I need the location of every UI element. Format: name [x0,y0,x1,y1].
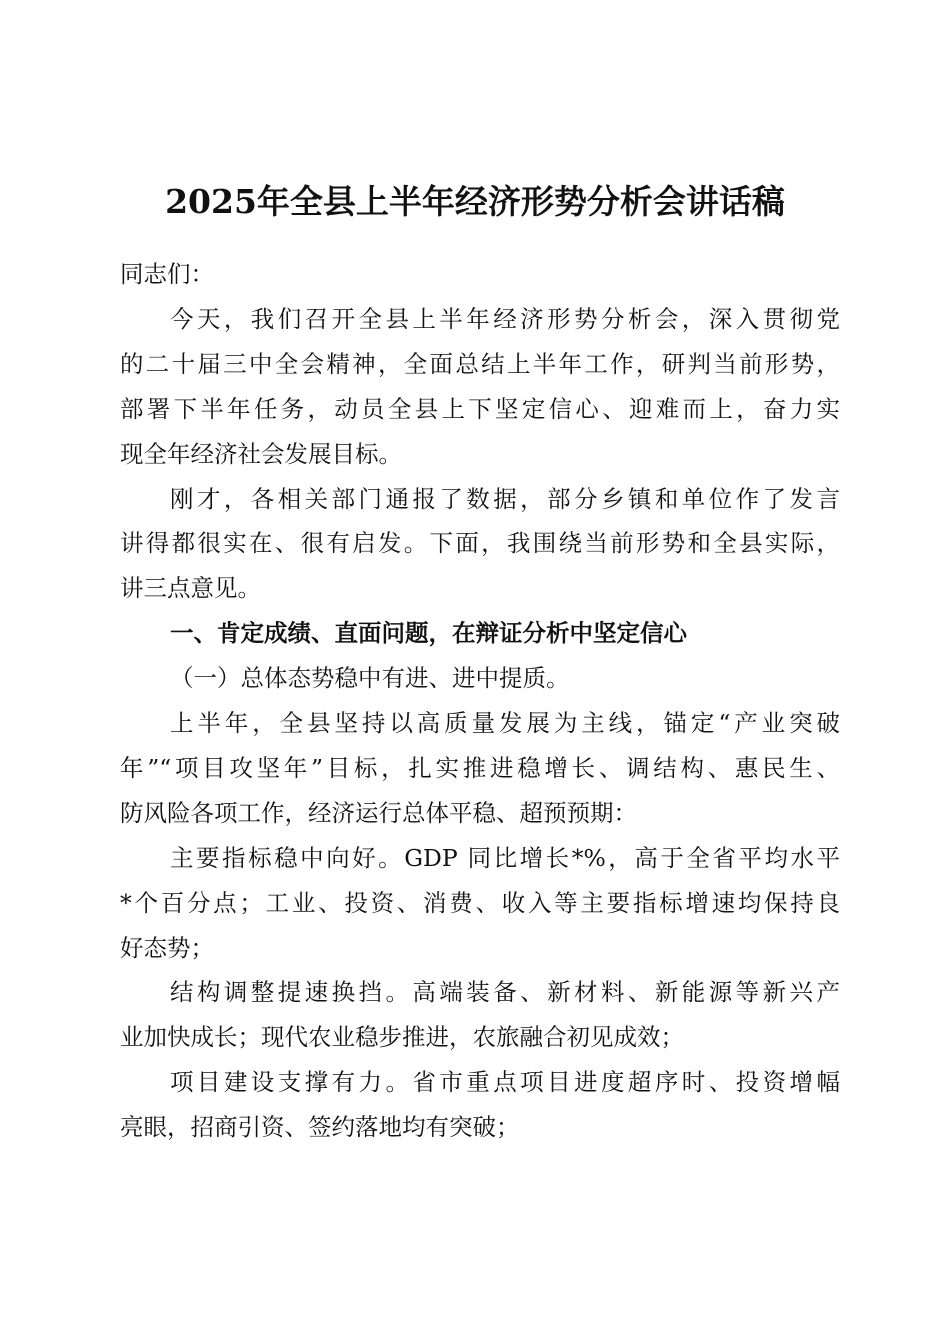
paragraph-line: 亮眼，招商引资、签约落地均有突破； [120,1113,520,1142]
paragraph-line: *个百分点；工业、投资、消费、收入等主要指标增速均保持良 [120,888,840,917]
paragraph-line: 结构调整提速换挡。高端装备、新材料、新能源等新兴产 [170,978,840,1007]
paragraph-line: 刚才，各相关部门通报了数据，部分乡镇和单位作了发言 [170,484,840,513]
paragraph-line: 讲得都很实在、很有启发。下面，我围绕当前形势和全县实际， [120,529,840,558]
paragraph-line: 上半年，全县坚持以高质量发展为主线，锚定“产业突破 [170,709,840,737]
section-heading: 一、肯定成绩、直面问题，在辩证分析中坚定信心 [170,619,687,648]
paragraph-line: 现全年经济社会发展目标。 [120,439,402,468]
paragraph-line: 的二十届三中全会精神，全面总结上半年工作，研判当前形势， [120,349,840,378]
paragraph-line: 防风险各项工作，经济运行总体平稳、超预预期： [120,798,637,827]
document-title: 2025年全县上半年经济形势分析会讲话稿 [165,182,785,221]
paragraph-line: 今天，我们召开全县上半年经济形势分析会，深入贯彻党 [170,304,840,333]
paragraph-line: 好态势； [120,933,214,962]
paragraph-line: 主要指标稳中向好。GDP 同比增长*%，高于全省平均水平 [170,843,840,872]
paragraph-line: 业加快成长；现代农业稳步推进，农旅融合初见成效； [120,1023,684,1052]
paragraph-line: 讲三点意见。 [120,574,261,603]
paragraph-line: （一）总体态势稳中有进、进中提质。 [170,664,570,693]
paragraph-line: 部署下半年任务，动员全县上下坚定信心、迎难而上，奋力实 [120,394,840,423]
paragraph-line: 同志们： [120,260,214,288]
paragraph-line: 年”“项目攻坚年”目标，扎实推进稳增长、调结构、惠民生、 [120,753,840,782]
paragraph-line: 项目建设支撑有力。省市重点项目进度超序时、投资增幅 [170,1068,840,1097]
